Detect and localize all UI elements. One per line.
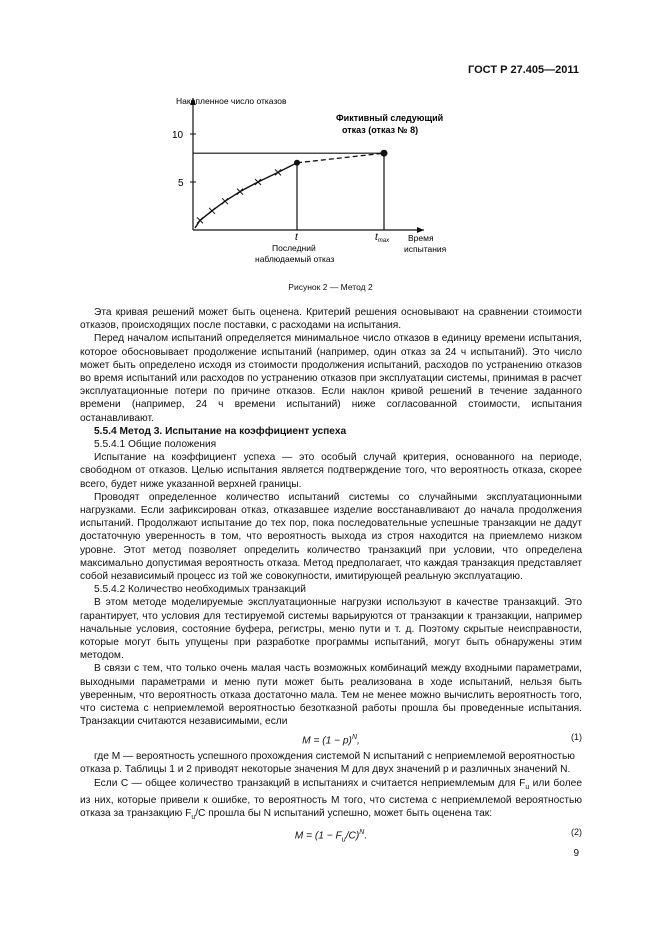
fictitious-failure-point bbox=[381, 150, 388, 157]
dashed-extension bbox=[297, 153, 384, 163]
t-max-sub: max bbox=[377, 238, 390, 244]
equation-2-sub: u bbox=[341, 836, 346, 844]
equation-2-body: M = (1 − F bbox=[294, 830, 342, 842]
paragraph-7-b: или более из них, которые привели к ошибке, то вероятность M того, что система с неприемлемой вероятностью отказа за транзакцию F bbox=[80, 777, 582, 819]
y-tick-10: 10 bbox=[172, 130, 184, 141]
paragraph-7-c: /C прошла бы N испытаний успешно, может быть оценена так: bbox=[195, 807, 493, 819]
x-axis-label-line2: испытания bbox=[404, 244, 447, 254]
paragraph-6: В связи с тем, что только очень малая часть возможных комбинаций между входными параметрами, выходными параметрами и меню пути может быть реализована в ходе испытаний, нельзя быть уверенным, что вероятность отказа достаточно мала. Тем не менее можно вычислить вероятность того, что система с неприемлемой вероятностью безотказной работы прошла бы проведенные испытания. Транзакции считаются независимыми, если bbox=[80, 663, 582, 728]
t-max-t: t bbox=[375, 232, 378, 243]
equation-2-b: /C) bbox=[345, 830, 360, 842]
paragraph-7 bbox=[80, 777, 582, 825]
paragraph-4: Проводят определенное количество испытаний системы со случайными эксплуатационными нагрузками. Если зафиксирован отказ, отказавшее изделие восстанавливают до начала продолжения испытаний. Продолжают испытание до тех пор, пока последовательные успешные транзакции не дадут достаточную уверенность в том, что вероятность выхода из строя находится на приемлемо низком уровне. Этот метод позволяет определить количество транзакций при условии, что определена максимально допустимая вероятность отказа. Метод предполагает, что каждая транзакция представляет собой независимый процесс из той же совокупности, имитирующей реальную эксплуатацию. bbox=[80, 491, 582, 583]
cumulative-failure-curve bbox=[195, 163, 297, 228]
paragraph-7-a: Если C — общее количество транзакций в испытаниях и считается неприемлемым для F bbox=[94, 777, 526, 789]
last-failure-line1: Последний bbox=[272, 243, 316, 253]
equation-1 bbox=[80, 731, 582, 748]
equation-1-sup: N bbox=[351, 733, 358, 741]
equation-2 bbox=[80, 826, 582, 847]
equation-1-tail: , bbox=[357, 734, 360, 746]
last-failure-line2: наблюдаемый отказ bbox=[255, 254, 335, 264]
figure-caption: Рисунок 2 — Метод 2 bbox=[288, 282, 373, 292]
y-axis-label: Накопленное число отказов bbox=[176, 96, 287, 106]
annotation-fictitious-line1: Фиктивный следующий bbox=[336, 113, 444, 123]
equation-2-number: (2) bbox=[571, 827, 582, 838]
x-axis-label-line1: Время bbox=[408, 233, 434, 243]
t-label: t bbox=[295, 232, 298, 243]
standard-header: ГОСТ Р 27.405—2011 bbox=[468, 64, 579, 76]
where-clause-1: где M — вероятность успешного прохождения системой N испытаний с неприемлемой вероятностью bbox=[94, 751, 575, 763]
heading-5-5-4-1: 5.5.4.1 Общие положения bbox=[94, 439, 217, 451]
page-number: 9 bbox=[573, 848, 579, 859]
paragraph-7-sub2: u bbox=[191, 813, 196, 821]
equation-2-tail: . bbox=[364, 830, 368, 842]
t-max-label bbox=[375, 232, 390, 244]
equation-1-body: M = (1 − p) bbox=[302, 734, 352, 746]
chart-marks bbox=[195, 150, 388, 228]
equation-2-sup: N bbox=[359, 829, 365, 837]
heading-5-5-4: 5.5.4 Метод 3. Испытание на коэффициент успеха bbox=[94, 425, 347, 437]
paragraph-1: Эта кривая решений может быть оценена. Критерий решения основывают на сравнении стоимости отказов, происходящих после поставки, с расходами на испытания. bbox=[80, 307, 582, 332]
paragraph-7-sub: u bbox=[525, 783, 530, 791]
paragraph-2: Перед началом испытаний определяется минимальное число отказов в единицу времени испытания, которое обосновывает продолжение испытаний (например, один отказ за 24 ч испытаний). Это число может быть определено исходя из стоимости продолжения испытаний, расходов по устранению отказов во время испытаний или расходов по устранению отказов при эксплуатации системы, принимая в расчет эксплуатационные потери по причине отказов. Если наклон кривой решений в течение заданного времени (например, 24 ч времени испытаний) ниже согласованной стоимости, испытания останавливают. bbox=[80, 333, 582, 424]
paragraph-3: Испытание на коэффициент успеха — это особый случай критерия, основанного на периоде, свободном от отказов. Целью испытания является подтверждение того, что вероятность отказа, скорее всего, будет ниже указанной верхней границы. bbox=[80, 452, 582, 490]
annotation-fictitious-line2: отказ (отказ № 8) bbox=[342, 125, 419, 135]
paragraph-5: В этом методе моделируемые эксплуатационные нагрузки используют в качестве транзакций. Это гарантирует, что условия для тестируемой системы варьируются от транзакции к транзакции, например начальные условия, состояние буфера, регистры, меню пути и т. д. Поэтому скрытые неисправности, которые могут быть упущены при разработке программы испытаний, могут быть обнаружены этим методом. bbox=[80, 597, 582, 662]
heading-5-5-4-2: 5.5.4.2 Количество необходимых транзакций bbox=[94, 584, 306, 596]
body-text bbox=[80, 306, 582, 850]
y-tick-5: 5 bbox=[178, 178, 184, 189]
equation-1-number: (1) bbox=[571, 731, 582, 742]
figure-method-2 bbox=[0, 0, 661, 300]
where-clause-2: отказа p. Таблицы 1 и 2 приводят некоторые значения M для двух значений p и различных значений N. bbox=[80, 764, 571, 776]
